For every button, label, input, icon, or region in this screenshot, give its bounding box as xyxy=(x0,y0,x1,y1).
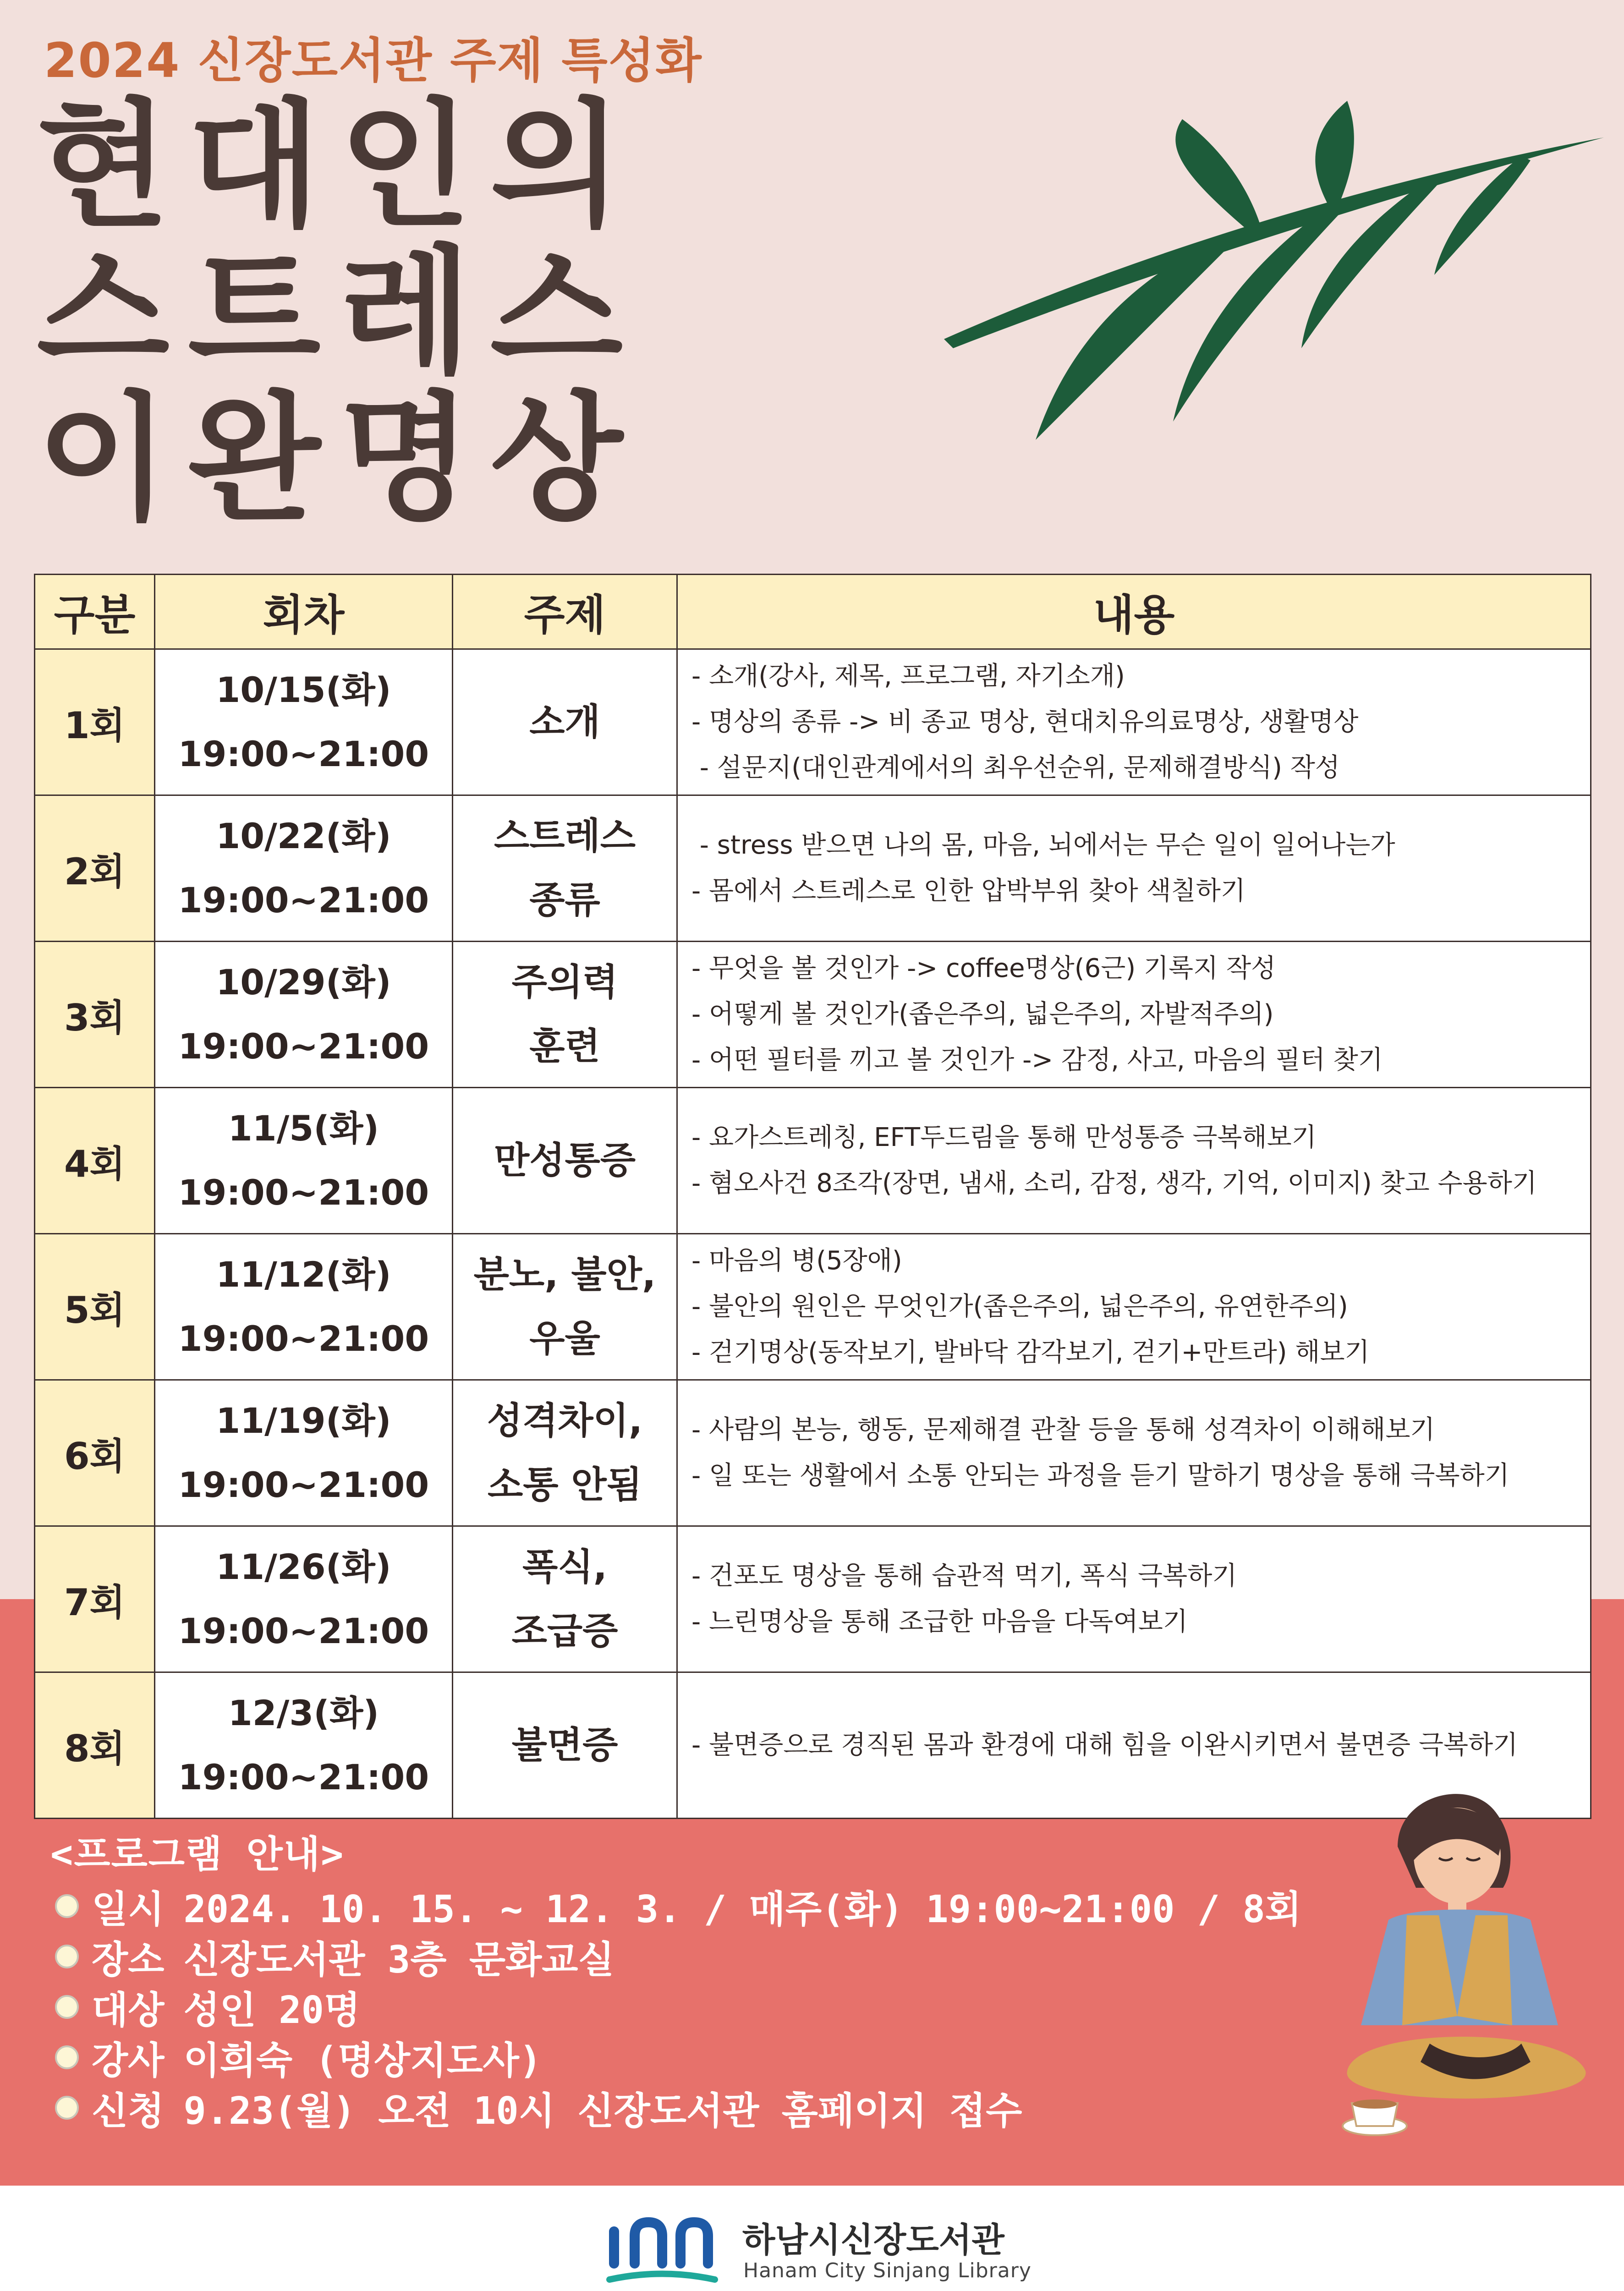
content-line: - 어떻게 볼 것인가(좁은주의, 넓은주의, 자발적주의) xyxy=(691,999,1274,1029)
session-date: 11/12(화) xyxy=(216,1254,391,1295)
header-session: 회차 xyxy=(155,575,453,649)
content-line: - 설문지(대인관계에서의 최우선순위, 문제해결방식) 작성 xyxy=(691,753,1340,783)
session-number: 5회 xyxy=(35,1234,155,1380)
session-number: 7회 xyxy=(35,1526,155,1672)
guide-item xyxy=(55,2032,1321,2083)
topic-line: 소통 안됨 xyxy=(488,1463,642,1506)
guide-title: <프로그램 안내> xyxy=(50,1833,345,1876)
content-line: - 마음의 병(5장애) xyxy=(691,1246,902,1276)
topic-line: 성격차이, xyxy=(487,1399,643,1442)
content-line: - stress 받으면 나의 몸, 마음, 뇌에서는 무슨 일이 일어나는가 xyxy=(691,830,1395,860)
guide-item-label: 장소 xyxy=(92,1938,165,1982)
content-line: - 어떤 필터를 끼고 볼 것인가 -> 감정, 사고, 마음의 필터 찾기 xyxy=(691,1045,1383,1075)
guide-item-label: 신청 xyxy=(92,2089,165,2133)
content-line: - 사람의 본능, 행동, 문제해결 관찰 등을 통해 성격차이 이해해보기 xyxy=(691,1415,1435,1445)
meditating-person-illustration xyxy=(1320,1769,1613,2172)
content-line: - 혐오사건 8조각(장면, 냄새, 소리, 감정, 생각, 기억, 이미지) 찾고 수용하기 xyxy=(691,1168,1537,1198)
table-row xyxy=(35,1234,1591,1380)
bullet-dot-icon xyxy=(55,2096,79,2120)
content-line: - 느린명상을 통해 조급한 마음을 다독여보기 xyxy=(691,1607,1188,1637)
header-division: 구분 xyxy=(35,575,155,649)
poster-title-line-2: 스트레스 xyxy=(37,230,642,392)
session-number: 3회 xyxy=(35,942,155,1088)
session-datetime xyxy=(155,1380,453,1526)
content-line: - 무엇을 볼 것인가 -> coffee명상(6근) 기록지 작성 xyxy=(691,954,1276,983)
session-date: 11/5(화) xyxy=(228,1108,379,1149)
content-line: - 불면증으로 경직된 몸과 환경에 대해 힘을 이완시키면서 불면증 극복하기 xyxy=(691,1730,1518,1760)
bullet-dot-icon xyxy=(55,2045,79,2069)
session-date: 11/26(화) xyxy=(216,1546,391,1587)
session-content xyxy=(677,1526,1591,1672)
session-date: 10/15(화) xyxy=(216,669,391,710)
session-content xyxy=(677,795,1591,942)
session-datetime xyxy=(155,649,453,795)
session-time: 19:00~21:00 xyxy=(178,1172,429,1213)
topic-line: 종류 xyxy=(529,879,600,921)
bullet-dot-icon xyxy=(55,1894,79,1918)
guide-item xyxy=(55,1931,1321,1982)
poster-title-line-1: 현대인의 xyxy=(37,84,642,246)
topic-line: 불면증 xyxy=(511,1724,618,1766)
session-datetime xyxy=(155,942,453,1088)
library-name-english: Hanam City Sinjang Library xyxy=(743,2259,1031,2282)
session-topic xyxy=(453,795,677,942)
table-row xyxy=(35,942,1591,1088)
session-topic xyxy=(453,1672,677,1819)
bullet-dot-icon xyxy=(55,1995,79,2019)
content-line: - 걷기명상(동작보기, 발바닥 감각보기, 걷기+만트라) 해보기 xyxy=(691,1337,1370,1367)
table-row xyxy=(35,1088,1591,1234)
session-time: 19:00~21:00 xyxy=(178,1318,429,1359)
session-number: 6회 xyxy=(35,1380,155,1526)
session-topic xyxy=(453,1526,677,1672)
header-topic: 주제 xyxy=(453,575,677,649)
leaf-illustration xyxy=(926,92,1613,467)
topic-line: 훈련 xyxy=(529,1025,600,1068)
topic-line: 주의력 xyxy=(511,961,618,1003)
guide-item-label: 일시 xyxy=(92,1887,165,1931)
content-line: - 불안의 원인은 무엇인가(좁은주의, 넓은주의, 유연한주의) xyxy=(691,1292,1348,1321)
session-datetime xyxy=(155,795,453,942)
session-datetime xyxy=(155,1526,453,1672)
session-time: 19:00~21:00 xyxy=(178,1464,429,1505)
session-time: 19:00~21:00 xyxy=(178,880,429,921)
session-topic xyxy=(453,1234,677,1380)
session-number: 8회 xyxy=(35,1672,155,1819)
content-line: - 건포도 명상을 통해 습관적 먹기, 폭식 극복하기 xyxy=(691,1561,1237,1591)
program-guide xyxy=(50,1825,1321,2133)
poster-subtitle: 2024 신장도서관 주제 특성화 xyxy=(44,33,702,88)
guide-item-value: 이희숙 (명상지도사) xyxy=(183,2039,542,2083)
session-datetime xyxy=(155,1234,453,1380)
session-date: 12/3(화) xyxy=(228,1693,379,1733)
session-topic xyxy=(453,1380,677,1526)
guide-item-value: 2024. 10. 15. ~ 12. 3. / 매주(화) 19:00~21:00 / 8회 xyxy=(183,1887,1302,1931)
guide-item xyxy=(55,1982,1321,2032)
content-line: - 요가스트레칭, EFT두드림을 통해 만성통증 극복해보기 xyxy=(691,1123,1317,1152)
session-time: 19:00~21:00 xyxy=(178,1757,429,1798)
topic-line: 우울 xyxy=(529,1317,600,1360)
library-logo xyxy=(600,2204,1049,2291)
session-content xyxy=(677,1234,1591,1380)
table-row xyxy=(35,649,1591,795)
session-date: 10/22(화) xyxy=(216,816,391,856)
topic-line: 조급증 xyxy=(511,1610,618,1652)
session-content xyxy=(677,1380,1591,1526)
topic-line: 분노, 불안, xyxy=(473,1253,656,1296)
guide-item xyxy=(55,1881,1321,1931)
guide-item-value: 9.23(월) 오전 10시 신장도서관 홈페이지 접수 xyxy=(183,2089,1022,2133)
library-name-korean: 하남시신장도서관 xyxy=(742,2220,1004,2260)
header-content: 내용 xyxy=(677,575,1591,649)
session-datetime xyxy=(155,1672,453,1819)
table-row xyxy=(35,795,1591,942)
topic-line: 스트레스 xyxy=(494,815,636,857)
session-content xyxy=(677,942,1591,1088)
content-line: - 명상의 종류 -> 비 종교 명상, 현대치유의료명상, 생활명상 xyxy=(691,707,1359,737)
session-number: 4회 xyxy=(35,1088,155,1234)
session-content xyxy=(677,649,1591,795)
content-line: - 일 또는 생활에서 소통 안되는 과정을 듣기 말하기 명상을 통해 극복하기 xyxy=(691,1461,1509,1491)
session-topic xyxy=(453,649,677,795)
guide-item-value: 신장도서관 3층 문화교실 xyxy=(183,1938,614,1982)
content-line: - 소개(강사, 제목, 프로그램, 자기소개) xyxy=(691,661,1125,691)
session-date: 11/19(화) xyxy=(216,1400,391,1441)
session-time: 19:00~21:00 xyxy=(178,1611,429,1651)
session-datetime xyxy=(155,1088,453,1234)
guide-item-label: 강사 xyxy=(92,2039,165,2083)
session-time: 19:00~21:00 xyxy=(178,734,429,774)
content-line: - 몸에서 스트레스로 인한 압박부위 찾아 색칠하기 xyxy=(691,876,1245,906)
table-row xyxy=(35,1380,1591,1526)
topic-line: 소개 xyxy=(529,701,600,743)
session-number: 1회 xyxy=(35,649,155,795)
schedule-table xyxy=(34,574,1591,1819)
guide-item-label: 대상 xyxy=(92,1988,165,2032)
table-header-row xyxy=(35,575,1591,649)
library-logo-icon xyxy=(600,2204,724,2291)
table-row xyxy=(35,1526,1591,1672)
session-content xyxy=(677,1088,1591,1234)
session-date: 10/29(화) xyxy=(216,962,391,1003)
bullet-dot-icon xyxy=(55,1945,79,1968)
topic-line: 만성통증 xyxy=(494,1139,636,1182)
topic-line: 폭식, xyxy=(522,1546,607,1588)
guide-item xyxy=(55,2083,1321,2133)
session-topic xyxy=(453,1088,677,1234)
poster-title-line-3: 이완명상 xyxy=(37,377,642,539)
session-number: 2회 xyxy=(35,795,155,942)
session-time: 19:00~21:00 xyxy=(178,1026,429,1067)
guide-item-value: 성인 20명 xyxy=(183,1988,361,2032)
session-topic xyxy=(453,942,677,1088)
